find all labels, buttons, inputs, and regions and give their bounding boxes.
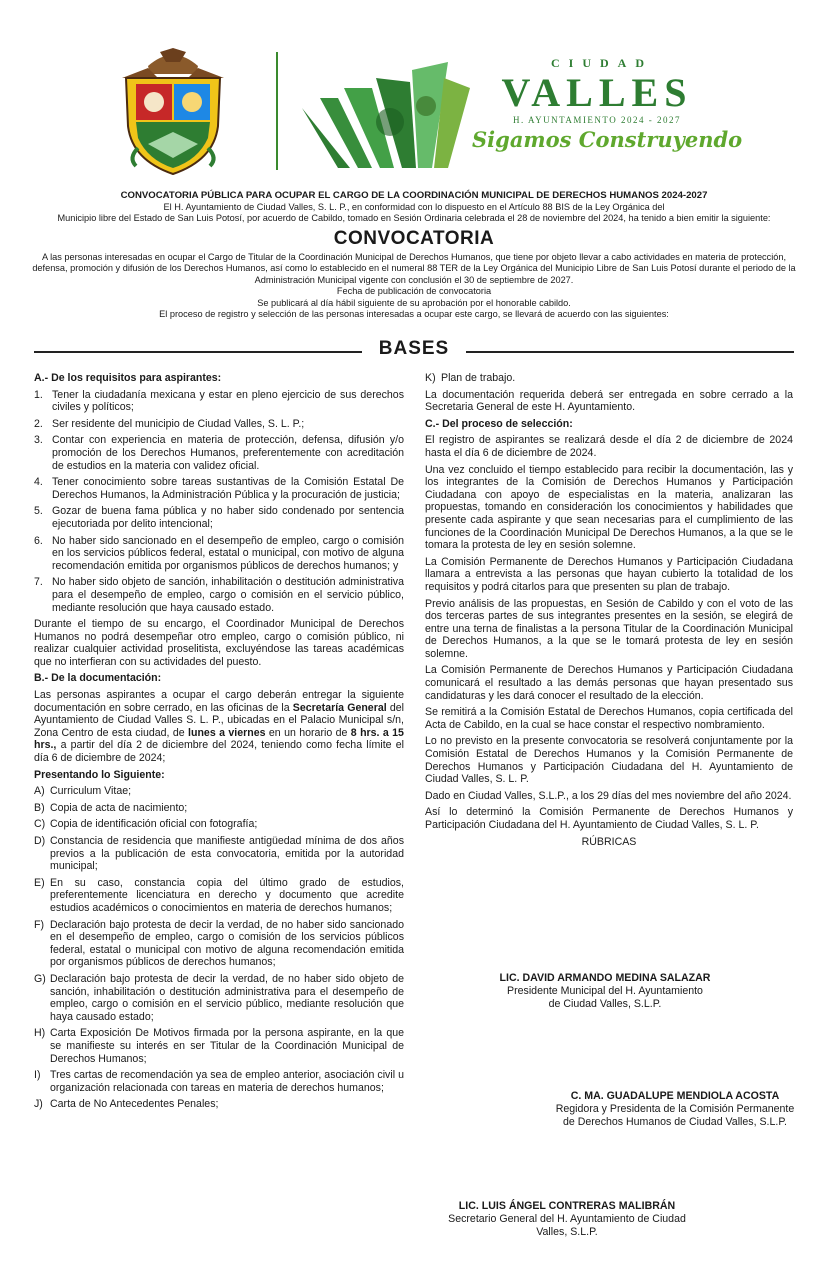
header (0, 40, 828, 180)
section-b-title: B.- De la documentación: (34, 672, 162, 685)
list-item-text: Declaración bajo protesta de decir la verdad, de no haber sido objeto de sanción, inhabilitación o destitución administrativa para el desempeño de empleo, cargo o comisión en el servicio público, mediante resolución que haya causado estado; (50, 972, 404, 1023)
list-item-marker: J) (34, 1098, 43, 1111)
section-b-days: lunes a viernes (188, 726, 266, 739)
list-item-marker: G) (34, 972, 46, 985)
list-item-marker: 2. (34, 417, 43, 430)
list-item (34, 1027, 404, 1065)
signature-role: de Ciudad Valles, S.L.P. (548, 998, 662, 1010)
bases-heading-row (34, 338, 794, 364)
signature-regidora (545, 1090, 805, 1129)
valles-mountains-logo (298, 58, 474, 176)
list-item (34, 802, 404, 815)
list-item-text: Copia de identificación oficial con fotografía; (50, 818, 258, 831)
document-title: CONVOCATORIA PÚBLICA PARA OCUPAR EL CARGO DE LA COORDINACIÓN MUNICIPAL DE DERECHOS HUMANOS 2024-2027 (120, 190, 708, 201)
signature-name: C. MA. GUADALUPE MENDIOLA ACOSTA (570, 1090, 780, 1102)
list-item-marker: B) (34, 801, 45, 814)
list-item-text: En su caso, constancia copia del último grado de estudios, preferentemente licenciatura en derecho y documento que acredite estudios académicos o conocimientos en materia de derechos humanos; (50, 876, 404, 914)
section-c-paragraph: Se remitirá a la Comisión Estatal de Derechos Humanos, copia certificada del Acta de Cabildo, en la cual se hace constar el respectivo nombramiento. (425, 706, 793, 731)
list-item-text: Ser residente del municipio de Ciudad Valles, S. L. P.; (52, 417, 305, 430)
list-item (34, 1069, 404, 1094)
section-c-paragraphs (425, 434, 793, 831)
section-b-list-title: Presentando lo Siguiente: (34, 768, 165, 781)
header-divider (276, 52, 278, 170)
brand-valles: VALLES (501, 70, 693, 115)
section-b-p1c: en un horario de (268, 726, 348, 739)
list-item (34, 535, 404, 573)
section-c-paragraph: Previo análisis de las propuestas, en Sesión de Cabildo y con el voto de las dos terceras partes de sus integrantes presentes en la sesión, se elegirá de entre una terna de finalistas a la persona Titular de la Coordinación Municipal de Derechos Humanos, a la que se le tomará protesta de ley en sesión solemne. (425, 597, 793, 660)
section-a-title: A.- De los requisitos para aspirantes: (34, 372, 222, 384)
section-c-title: C.- Del proceso de selección: (425, 417, 573, 430)
ciudad-valles-brand (472, 56, 743, 152)
intro-line-2: Municipio libre del Estado de San Luis Potosí, por acuerdo de Cabildo, tomado en Sesión Ordinaria celebrada el 28 de noviembre del 2024, ha tenido a bien emitir la siguiente: (57, 213, 771, 223)
list-item (34, 835, 404, 873)
signature-name: LIC. DAVID ARMANDO MEDINA SALAZAR (499, 972, 711, 984)
list-item-text: Carta Exposición De Motivos firmada por la persona aspirante, en la que se manifieste su interés en ser Titular de la Coordinación Municipal de Derechos Humanos; (50, 1027, 404, 1065)
section-c-paragraph: Lo no previsto en la presente convocatoria se resolverá conjuntamente por la Comisión Estatal de Derechos Humanos y la Comisión Permanente de Derechos Humanos y Participación Ciudadana del H. Ayuntamiento de Ciudad Valles, S. L. P. (425, 735, 793, 786)
list-item-marker: 3. (34, 434, 43, 447)
section-c-paragraph: Dado en Ciudad Valles, S.L.P., a los 29 días del mes noviembre del año 2024. (425, 789, 792, 802)
signature-role: Presidente Municipal del H. Ayuntamiento (507, 985, 703, 997)
list-item-text: Contar con experiencia en materia de protección, defensa, difusión y/o promoción de los Derechos Humanos, preferentemente con acreditación de estudios en la materia con validez oficial. (52, 434, 404, 472)
list-item (34, 576, 404, 614)
section-a-list (34, 389, 404, 615)
bases-heading: BASES (378, 338, 450, 359)
list-item-text: No haber sido sancionado en el desempeño de empleo, cargo o comisión en los servicios públicos federal, estatal o municipal, con motivo de alguna recomendación emitida por organismos públicos de derechos humanos; y (52, 534, 404, 572)
rubricas-label: RÚBRICAS (581, 835, 637, 848)
section-c-paragraph: El registro de aspirantes se realizará desde el día 2 de diciembre de 2024 hasta el día 6 de diciembre de 2024. (425, 434, 793, 459)
list-item (34, 973, 404, 1023)
list-item (34, 818, 404, 831)
list-item-text: No haber sido objeto de sanción, inhabilitación o destitución administrativa para el desempeño de empleo, cargo o comisión en el servicio público, mediante resolución que haya causado estado. (52, 576, 404, 614)
brand-ciudad: CIUDAD (551, 56, 653, 70)
section-b-p1a: Las personas aspirantes a ocupar el cargo deberán entregar la siguiente documentación en sobre cerrado, en las oficinas de la (34, 689, 404, 714)
list-item-text: Tres cartas de recomendación ya sea de empleo anterior, asociación civil u organización relacionada con tareas en materia de derechos humanos; (50, 1069, 404, 1094)
signature-presidente (470, 972, 740, 1011)
signature-role: Regidora y Presidenta de la Comisión Permanente (555, 1103, 795, 1115)
intro-paragraph: A las personas interesadas en ocupar el Cargo de Titular de la Coordinación Municipal de Derechos Humanos, que tiene por objeto llevar a cabo actividades en materia de protección, defensa, promoción y difusión de los Derechos Humanos, así como lo establecido en el numeral 88 TER de la Ley Orgánica del Municipio Libre de San Luis Potosí durante el periodo de la Administración Municipal vigente con conclusión el 30 de septiembre de 2027. (32, 251, 796, 285)
list-item-text: Plan de trabajo. (441, 372, 516, 384)
list-item (34, 476, 404, 501)
list-item-marker: F) (34, 918, 44, 931)
section-b-hours: 8 hrs. a 15 hrs., (34, 726, 404, 752)
list-item-text: Tener conocimiento sobre tareas sustantivas de la Comisión Estatal De Derechos Humanos, la Administración Pública y la procuración de justicia; (52, 476, 404, 501)
section-c-paragraph: Así lo determinó la Comisión Permanente de Derechos Humanos y Participación Ciudadana del H. Ayuntamiento de Ciudad Valles, S. L. P. (425, 806, 793, 831)
list-item-marker: H) (34, 1027, 46, 1040)
list-item-marker: I) (34, 1069, 41, 1082)
list-item (34, 389, 404, 414)
section-b-list (34, 785, 404, 1111)
section-b-paragraph (34, 689, 404, 765)
list-item-marker: A) (34, 785, 45, 798)
list-item (34, 919, 404, 969)
signature-role: Secretario General del H. Ayuntamiento de Ciudad (448, 1213, 686, 1225)
list-item (34, 877, 404, 915)
list-item-marker: D) (34, 835, 46, 847)
section-c-paragraph: La Comisión Permanente de Derechos Humanos y Participación Ciudadana llamara a entrevista a las personas que hayan cubierto la totalidad de los requisitos y podrá citarlos para que presenten su plan de trabajo. (425, 555, 793, 593)
list-item-text: Constancia de residencia que manifieste antigüedad mínima de dos años previos a la publicación de esta convocatoria, emitida por la autoridad municipal; (50, 835, 404, 873)
convocatoria-heading: CONVOCATORIA (333, 227, 495, 249)
signature-role: de Derechos Humanos de Ciudad Valles, S.L.P. (563, 1116, 787, 1128)
list-item (425, 372, 793, 385)
section-b-entrega: La documentación requerida deberá ser entregada en sobre cerrado a la Secretaria General de este H. Ayuntamiento. (425, 388, 793, 414)
section-c-paragraph: Una vez concluido el tiempo establecido para recibir la documentación, las y los integrantes de la Comisión de Derechos Humanos y Participación Ciudadana con apoyo de especialistas en la materia, analizaran las propuestas, tomando en consideración los conocimientos y habilidades que presente cada aspirante y que sean necesarias para el cumplimiento de las funciones de la Coordinación Municipal De Derechos Humanos, a la que se le tomara la protesta de ley en sesión solemne. (425, 463, 793, 552)
list-item-marker: 4. (34, 476, 43, 489)
fecha-label: Fecha de publicación de convocatoria (336, 286, 492, 296)
signature-secretario (432, 1200, 702, 1239)
list-item-marker: 7. (34, 576, 43, 589)
brand-slogan: Sigamos Construyendo (472, 127, 743, 152)
proceso-text: El proceso de registro y selección de las personas interesadas a ocupar este cargo, se llevará de acuerdo con las siguientes: (159, 309, 669, 319)
list-item (34, 505, 404, 530)
left-column (34, 372, 404, 1115)
coat-of-arms-logo (118, 48, 228, 176)
list-item (34, 1098, 404, 1111)
section-b-p1d: a partir del día 2 de diciembre del 2024, teniendo como fecha límite el día 6 de diciembre de 2024; (34, 739, 404, 765)
list-item-text: Declaración bajo protesta de decir la verdad, de no haber sido sancionado en el desempeño de empleo, cargo o comisión de los servicios públicos federal, estatal o municipal con motivo de alguna recomendación emitida por organismos públicos de derechos humanos; (50, 918, 404, 969)
section-c-paragraph: La Comisión Permanente de Derechos Humanos y Participación Ciudadana comunicará el resultado a las demás personas que hayan presentado sus candidaturas y les dará conocer el resultado de la elección. (425, 664, 793, 702)
signature-role: Valles, S.L.P. (536, 1226, 598, 1238)
list-item-text: Carta de No Antecedentes Penales; (50, 1098, 219, 1111)
list-item-marker: 1. (34, 388, 43, 401)
list-item (34, 434, 404, 472)
list-item-marker: 6. (34, 534, 43, 547)
intro-line-1: El H. Ayuntamiento de Ciudad Valles, S. L. P., en conformidad con lo dispuesto en el Artículo 88 BIS de la Ley Orgánica del (163, 201, 665, 212)
list-item-marker: C) (34, 818, 46, 831)
list-item-marker: K) (425, 372, 436, 384)
list-item-text: Curriculum Vitae; (50, 785, 132, 798)
list-item-text: Copia de acta de nacimiento; (50, 801, 188, 814)
right-column (425, 372, 793, 848)
list-item-text: Gozar de buena fama pública y no haber sido condenado por sentencia ejecutoriada por delito intencional; (52, 505, 404, 530)
section-b-p1b: del Ayuntamiento de Ciudad Valles S. L. P., ubicadas en el Palacio Municipal s/n, Zona Centro de esta ciudad, de (34, 701, 404, 739)
bases-rule-right (466, 351, 794, 353)
intro-block (30, 190, 798, 321)
list-item-text: Tener la ciudadanía mexicana y estar en pleno ejercicio de sus derechos civiles y políticos; (52, 388, 404, 414)
list-item (34, 785, 404, 798)
list-item-marker: 5. (34, 505, 43, 518)
list-item (34, 418, 404, 431)
section-a-closing: Durante el tiempo de su encargo, el Coordinador Municipal de Derechos Humanos no podrá desempeñar otro empleo, cargo o comisión público, ni realizar cualquier actividad proselitista, excluyéndose las tareas académicas que no interfieran con su actividades del puesto. (34, 618, 404, 668)
fecha-text: Se publicará al día hábil siguiente de su aprobación por el honorable cabildo. (257, 297, 571, 308)
section-b-secretaria: Secretaría General (292, 701, 387, 714)
list-item-marker: E) (34, 876, 45, 889)
signature-name: LIC. LUIS ÁNGEL CONTRERAS MALIBRÁN (458, 1200, 676, 1212)
brand-ayuntamiento: H. AYUNTAMIENTO 2024 - 2027 (512, 115, 682, 125)
